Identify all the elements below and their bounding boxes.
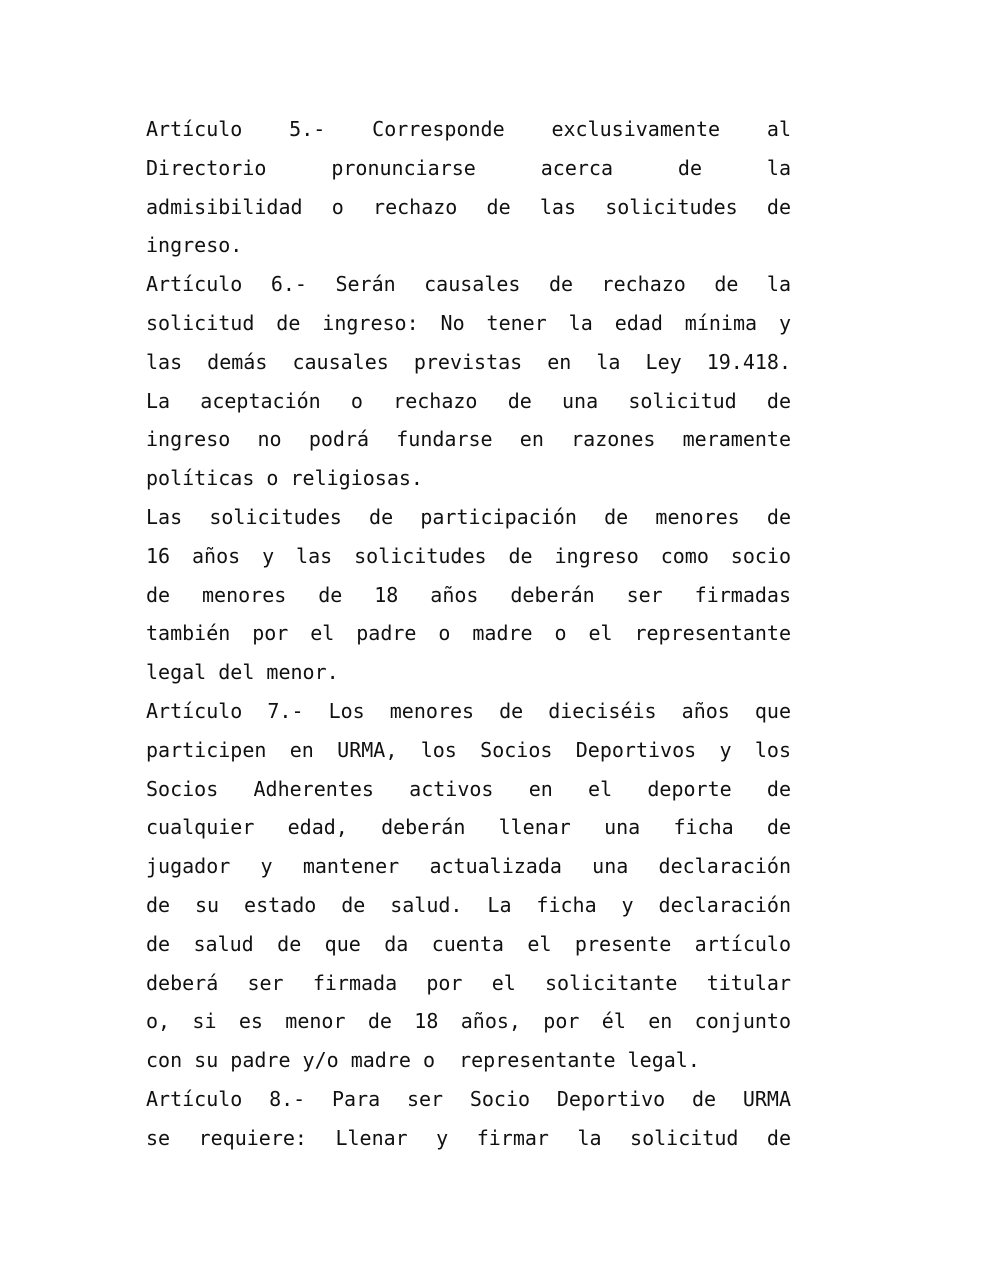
minors-paragraph-line-2: 16 años y las solicitudes de ingreso como socio [146, 543, 791, 568]
article-8-line-1: Artículo 8.- Para ser Socio Deportivo de URMA [146, 1086, 791, 1111]
article-5-line-1: Artículo 5.- Corresponde exclusivamente al [146, 117, 791, 141]
article-7-line-4: cualquier edad, deberán llenar una ficha de [146, 815, 791, 840]
article-5-line-2: Directorio pronunciarse acerca de la [146, 155, 791, 180]
minors-paragraph-line-3: de menores de 18 años deberán ser firmadas [146, 582, 791, 607]
article-6-line-2: solicitud de ingreso: No tener la edad mínima y [146, 310, 791, 335]
minors-paragraph-line-4: también por el padre o madre o el representante [146, 621, 791, 646]
document-body [146, 110, 791, 1158]
article-7-line-6: de su estado de salud. La ficha y declaración [146, 892, 791, 917]
article-7-line-10: con su padre y/o madre o representante legal. [146, 1048, 700, 1073]
article-5-line-4: ingreso. [146, 233, 243, 258]
article-7-line-5: jugador y mantener actualizada una declaración [146, 854, 791, 879]
article-7-line-2: participen en URMA, los Socios Deportivos y los [146, 737, 791, 762]
article-7-line-7: de salud de que da cuenta el presente artículo [146, 931, 791, 956]
article-7-line-3: Socios Adherentes activos en el deporte de [146, 776, 791, 801]
article-7-line-1: Artículo 7.- Los menores de dieciséis años que [146, 698, 791, 723]
article-5-line-3: admisibilidad o rechazo de las solicitudes de [146, 194, 791, 219]
minors-paragraph-line-1: Las solicitudes de participación de menores de [146, 504, 791, 529]
article-6-line-1: Artículo 6.- Serán causales de rechazo de la [146, 272, 791, 297]
article-6-line-4: La aceptación o rechazo de una solicitud de [146, 388, 791, 413]
article-7-line-9: o, si es menor de 18 años, por él en conjunto [146, 1009, 791, 1034]
article-6-line-6: políticas o religiosas. [146, 466, 423, 491]
article-6-line-5: ingreso no podrá fundarse en razones meramente [146, 427, 791, 452]
article-8-line-2: se requiere: Llenar y firmar la solicitud de [146, 1125, 791, 1150]
article-6-line-3: las demás causales previstas en la Ley 19.418. [146, 349, 791, 374]
article-7-line-8: deberá ser firmada por el solicitante titular [146, 970, 791, 995]
minors-paragraph-line-5: legal del menor. [146, 660, 339, 685]
